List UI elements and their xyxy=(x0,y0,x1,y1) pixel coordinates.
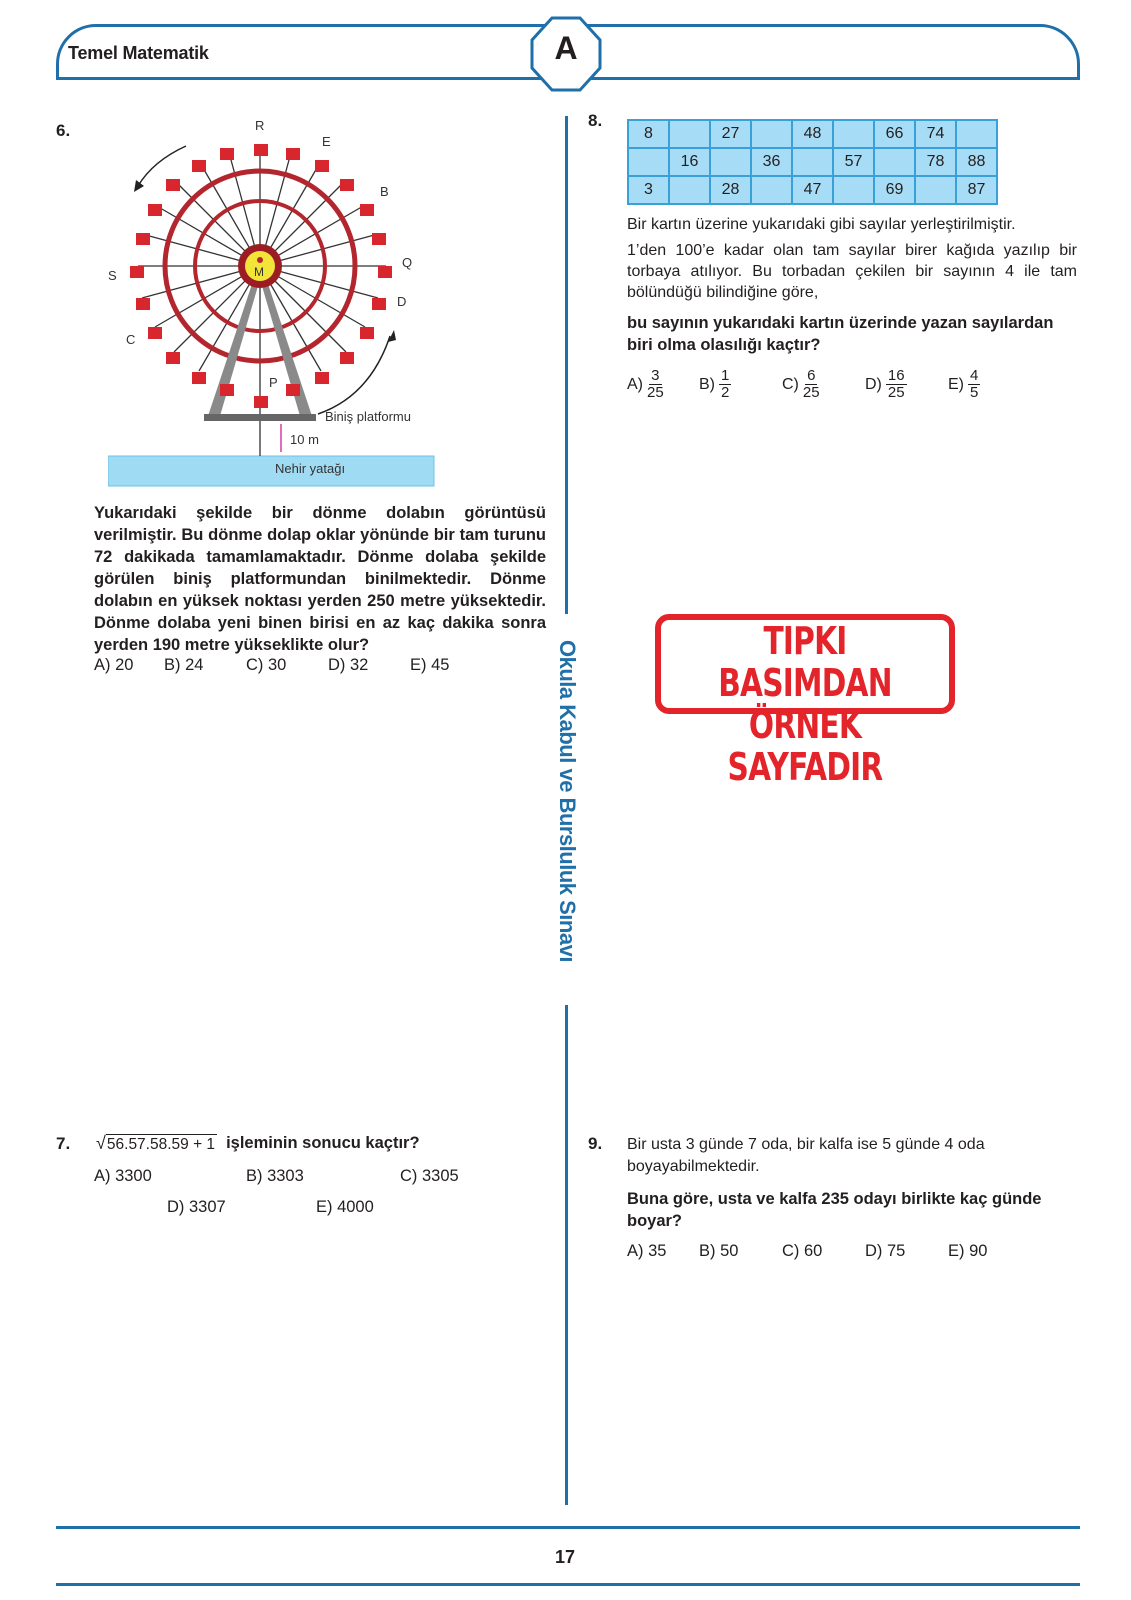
q8-number: 8. xyxy=(588,111,603,130)
table-cell: 87 xyxy=(956,176,997,204)
table-cell xyxy=(833,176,874,204)
svg-text:E: E xyxy=(322,134,331,149)
table-cell: 47 xyxy=(792,176,833,204)
table-cell xyxy=(751,120,792,148)
table-cell: 57 xyxy=(833,148,874,176)
footer-rule-bottom xyxy=(56,1583,1080,1586)
choice-d[interactable]: D) 75 xyxy=(865,1242,906,1260)
table-row xyxy=(628,148,997,176)
table-cell: 27 xyxy=(710,120,751,148)
column-divider xyxy=(565,1005,568,1505)
exam-name-label: Okula Kabul ve Bursluluk Sınavı xyxy=(555,640,580,962)
table-cell: 28 xyxy=(710,176,751,204)
choice-b[interactable]: B) 50 xyxy=(699,1242,739,1260)
svg-text:Biniş platformu: Biniş platformu xyxy=(325,409,411,424)
stamp-line-1: TIPKI BASIMDAN xyxy=(718,619,892,705)
choice-d[interactable]: D) 3307 xyxy=(167,1198,226,1216)
q9-number: 9. xyxy=(588,1134,603,1153)
choice-b[interactable]: B) 24 xyxy=(164,656,204,674)
svg-text:R: R xyxy=(255,118,265,133)
q8-choices xyxy=(627,368,980,401)
q9-choices xyxy=(627,1242,987,1261)
q7-number: 7. xyxy=(56,1134,71,1153)
table-cell: 16 xyxy=(669,148,710,176)
choice-a[interactable]: A) 20 xyxy=(94,656,134,674)
q9-body-text: Bir usta 3 günde 7 oda, bir kalfa ise 5 günde 4 oda boyayabilmektedir. xyxy=(627,1136,985,1175)
svg-text:P: P xyxy=(269,375,278,390)
svg-text:S: S xyxy=(108,268,117,283)
svg-text:10 m: 10 m xyxy=(290,432,319,447)
sample-page-stamp xyxy=(655,614,955,789)
q7-question xyxy=(96,1133,420,1154)
q7-choices-row1 xyxy=(94,1167,459,1186)
table-cell xyxy=(710,148,751,176)
svg-text:Q: Q xyxy=(402,255,413,270)
ferris-wheel-figure xyxy=(108,116,448,494)
svg-text:C: C xyxy=(126,332,136,347)
subject-title: Temel Matematik xyxy=(68,43,209,63)
choice-a[interactable]: A) 35 xyxy=(627,1242,667,1260)
table-cell xyxy=(792,148,833,176)
choice-b[interactable]: B) $\frac{1}{2}$ xyxy=(699,367,730,401)
choice-c[interactable]: C) 3305 xyxy=(400,1167,459,1185)
number-card-table xyxy=(627,119,998,205)
q9-question-text: Buna göre, usta ve kalfa 235 odayı birlikte kaç günde boyar? xyxy=(627,1190,1042,1230)
q6-question-text: Yukarıdaki şekilde bir dönme dolabın görüntüsü verilmiştir. Bu dönme dolap oklar yönünde bir tam turunu 72 dakikada tamamlamaktadır. Dönme dolaba şekilde görülen biniş platformundan binilmektedir. Dönme dolabın en yüksek noktası yerden 250 metre yüksektedir. Dönme dolaba yeni binen birisi en az kaç dakika sonra yerden 190 metre yükseklikte olur? xyxy=(94,504,546,654)
footer-rule-top xyxy=(56,1526,1080,1529)
table-cell xyxy=(874,148,915,176)
page-number: 17 xyxy=(554,1547,576,1567)
q7-radicand: 56.57.58.59 + 1 xyxy=(106,1135,216,1153)
table-cell xyxy=(915,176,956,204)
table-cell xyxy=(669,120,710,148)
choice-e[interactable]: E) 90 xyxy=(948,1242,988,1260)
q8-question-text: bu sayının yukarıdaki kartın üzerinde yazan sayılardan biri olma olasılığı kaçtır? xyxy=(627,314,1054,354)
stamp-line-2: ÖRNEK SAYFADIR xyxy=(727,703,883,789)
choice-c[interactable]: C) 60 xyxy=(782,1242,823,1260)
svg-text:D: D xyxy=(397,294,407,309)
choice-e[interactable]: E) 4000 xyxy=(316,1198,374,1216)
table-cell: 36 xyxy=(751,148,792,176)
svg-text:Nehir yatağı: Nehir yatağı xyxy=(275,461,346,476)
table-cell: 78 xyxy=(915,148,956,176)
table-row xyxy=(628,176,997,204)
choice-c[interactable]: C) 30 xyxy=(246,656,287,674)
choice-e[interactable]: E) 45 xyxy=(410,656,450,674)
choice-e[interactable]: E) $\frac{4}{5}$ xyxy=(948,367,979,401)
table-cell xyxy=(628,148,669,176)
booklet-letter: A xyxy=(554,30,578,66)
q7-choices-row2 xyxy=(167,1198,374,1217)
choice-d[interactable]: D) 32 xyxy=(328,656,369,674)
table-cell xyxy=(956,120,997,148)
choice-a[interactable]: A) $\frac{3}{25}$ xyxy=(627,367,664,401)
choice-c[interactable]: C) $\frac{6}{25}$ xyxy=(782,367,820,401)
svg-text:B: B xyxy=(380,184,389,199)
table-cell: 8 xyxy=(628,120,669,148)
table-cell xyxy=(751,176,792,204)
choice-d[interactable]: D) $\frac{16}{25}$ xyxy=(865,367,905,401)
table-cell: 66 xyxy=(874,120,915,148)
table-cell: 48 xyxy=(792,120,833,148)
table-cell xyxy=(669,176,710,204)
table-cell: 3 xyxy=(628,176,669,204)
sqrt-symbol: √ xyxy=(96,1133,106,1153)
column-divider xyxy=(565,116,568,614)
svg-text:M: M xyxy=(254,265,264,279)
q7-question-text: işleminin sonucu kaçtır? xyxy=(226,1134,420,1152)
q8-intro-text: Bir kartın üzerine yukarıdaki gibi sayılar yerleştirilmiştir. xyxy=(627,216,1016,233)
q8-body-text: 1’den 100’e kadar olan tam sayılar birer kağıda yazılıp bir torbaya atılıyor. Bu torbadan çekilen bir sayının 4 ile tam bölündüğü bilindiğine göre, xyxy=(627,242,1077,301)
q6-choices xyxy=(94,656,449,675)
table-cell: 74 xyxy=(915,120,956,148)
table-cell: 69 xyxy=(874,176,915,204)
table-row xyxy=(628,120,997,148)
q6-number: 6. xyxy=(56,121,71,140)
table-cell: 88 xyxy=(956,148,997,176)
choice-a[interactable]: A) 3300 xyxy=(94,1167,152,1185)
table-cell xyxy=(833,120,874,148)
choice-b[interactable]: B) 3303 xyxy=(246,1167,304,1185)
